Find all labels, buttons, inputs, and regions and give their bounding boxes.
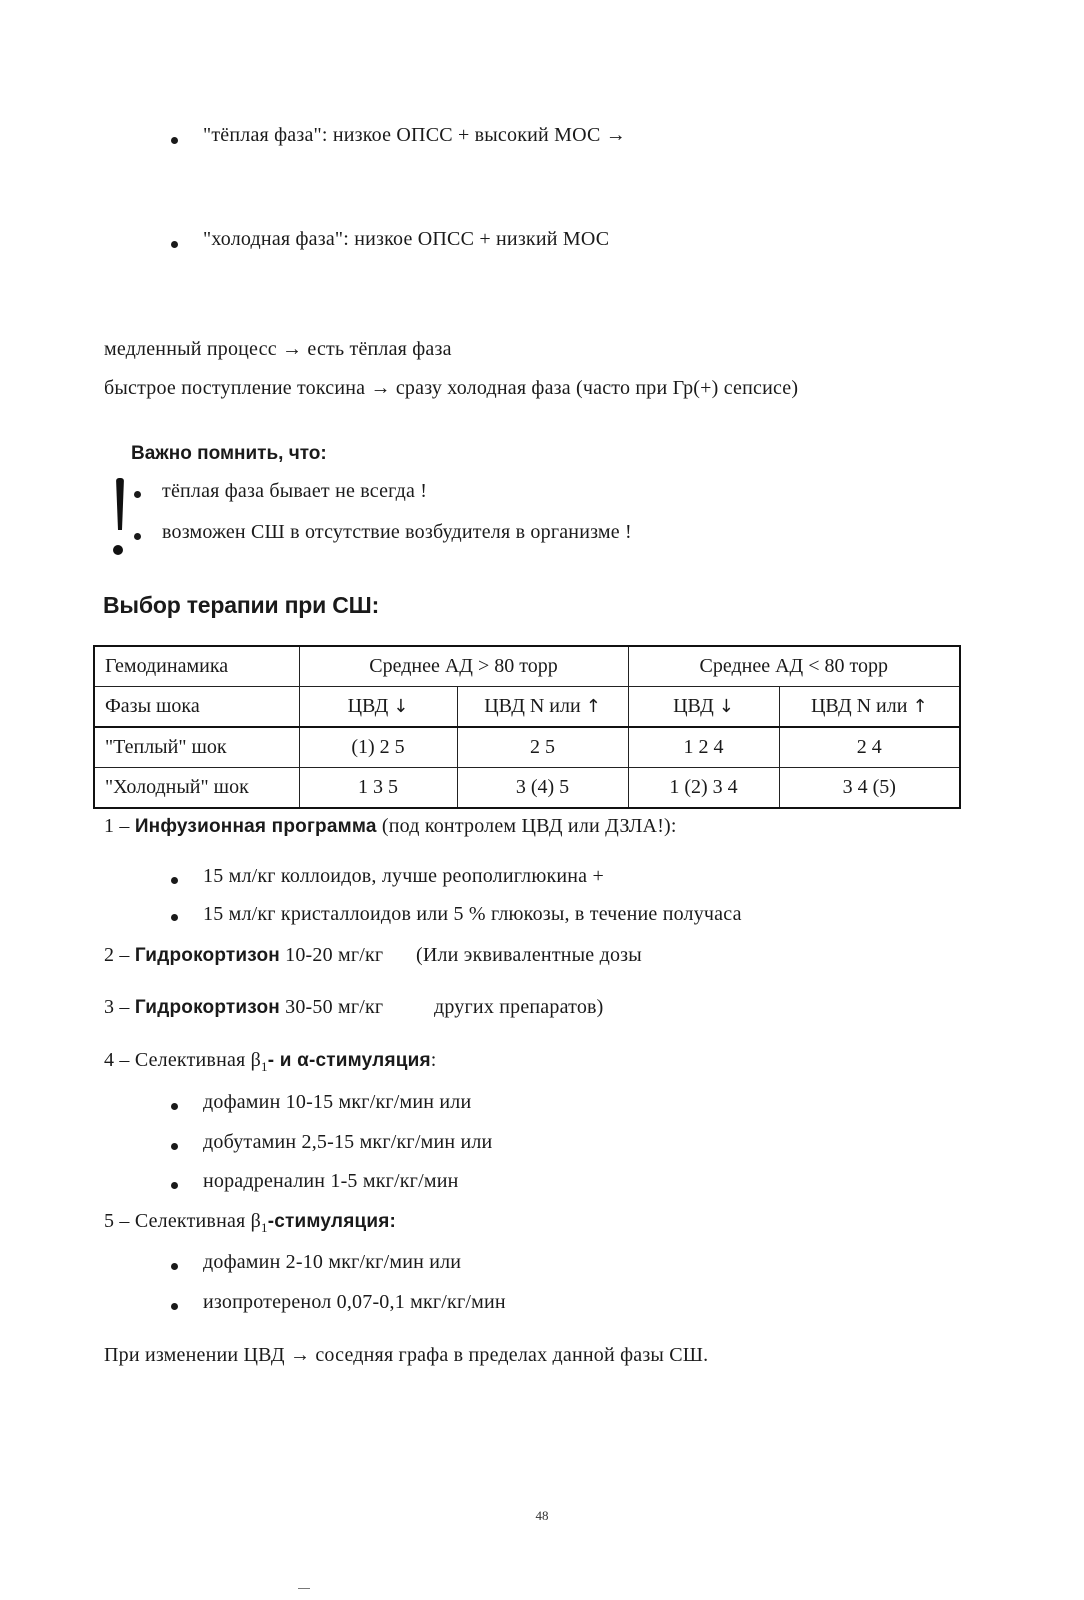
row-label: "Холодный" шок: [94, 768, 299, 809]
table-subheader: ЦВД N или ↑: [457, 687, 628, 728]
list-item: дофамин 2-10 мкг/кг/мин или: [203, 1251, 462, 1273]
table-subheader: ЦВД ↓: [628, 687, 779, 728]
table-cell: 2 5: [457, 727, 628, 768]
bullet-icon: [171, 137, 178, 144]
table-row: [94, 646, 960, 687]
arrow-up-icon: ↑: [912, 696, 928, 717]
warning-item: возможен СШ в отсутствие возбудителя в организме !: [162, 521, 632, 543]
table-cell: (1) 2 5: [299, 727, 457, 768]
dose-equivalent-note: (Или эквивалентные дозы: [416, 944, 642, 966]
list-item: изопротеренол 0,07-0,1 мкг/кг/мин: [203, 1291, 506, 1313]
therapy-item-5: 5 – Селективная $\beta_1$-стимуляция:: [104, 1210, 397, 1235]
table-cell: 3 4 (5): [779, 768, 960, 809]
list-item: 15 мл/кг коллоидов, лучше реополиглюкина +: [203, 865, 604, 887]
table-corner-top: Гемодинамика: [94, 646, 299, 687]
exclamation-dot-icon: [113, 545, 123, 555]
arrow-up-icon: ↑: [585, 696, 601, 717]
table-subheader: ЦВД N или ↑: [779, 687, 960, 728]
warning-item: тёплая фаза бывает не всегда !: [162, 480, 428, 502]
table-cell: 1 3 5: [299, 768, 457, 809]
table-group-header: Среднее АД < 80 торр: [628, 646, 960, 687]
table-row: [94, 768, 960, 809]
bullet-icon: [171, 241, 178, 248]
note-fast-toxin: быстрое поступление токсина → сразу холодная фаза (часто при Гр(+) сепсисе): [104, 377, 799, 399]
table-cell: 1 (2) 3 4: [628, 768, 779, 809]
exclamation-icon: [116, 478, 124, 530]
list-item: норадреналин 1-5 мкг/кг/мин: [203, 1170, 459, 1192]
therapy-item-2: 2 – Гидрокортизон 10-20 мг/кг: [104, 944, 384, 966]
table-cell: 3 (4) 5: [457, 768, 628, 809]
table-subheader: ЦВД ↓: [299, 687, 457, 728]
therapy-table: [93, 645, 961, 809]
list-item: дофамин 10-15 мкг/кг/мин или: [203, 1091, 472, 1113]
table-row: [94, 687, 960, 728]
bullet-icon: [171, 1103, 178, 1110]
warning-title: Важно помнить, что:: [131, 443, 327, 464]
table-cell: 2 4: [779, 727, 960, 768]
arrow-down-icon: ↓: [393, 696, 409, 717]
bullet-icon: [171, 914, 178, 921]
note-slow-process: медленный процесс → есть тёплая фаза: [104, 338, 452, 360]
bullet-icon: [134, 533, 141, 540]
therapy-item-4: 4 – Селективная $\beta_1-$ и α-стимуляция:: [104, 1049, 437, 1074]
dose-equivalent-note-cont: других препаратов): [434, 996, 604, 1018]
arrow-down-icon: ↓: [718, 696, 734, 717]
bullet-icon: [171, 1143, 178, 1150]
scan-mark: [298, 1588, 310, 1589]
row-label: "Теплый" шок: [94, 727, 299, 768]
footer-note: При изменении ЦВД → соседняя графа в пределах данной фазы СШ.: [104, 1344, 709, 1366]
bullet-icon: [134, 491, 141, 498]
table-row: [94, 727, 960, 768]
page-number: 48: [535, 1508, 549, 1523]
list-item: 15 мл/кг кристаллоидов или 5 % глюкозы, в течение получаса: [203, 903, 742, 925]
bullet-icon: [171, 1303, 178, 1310]
therapy-item-1: 1 – Инфузионная программа (под контролем ЦВД или ДЗЛА!):: [104, 815, 677, 837]
bullet-icon: [171, 1263, 178, 1270]
bullet-icon: [171, 877, 178, 884]
table-cell: 1 2 4: [628, 727, 779, 768]
therapy-item-3: 3 – Гидрокортизон 30-50 мг/кг: [104, 996, 384, 1018]
table-group-header: Среднее АД > 80 торр: [299, 646, 628, 687]
list-item: добутамин 2,5-15 мкг/кг/мин или: [203, 1131, 493, 1153]
bullet-icon: [171, 1182, 178, 1189]
table-corner-bottom: Фазы шока: [94, 687, 299, 728]
section-title: Выбор терапии при СШ:: [103, 592, 380, 618]
